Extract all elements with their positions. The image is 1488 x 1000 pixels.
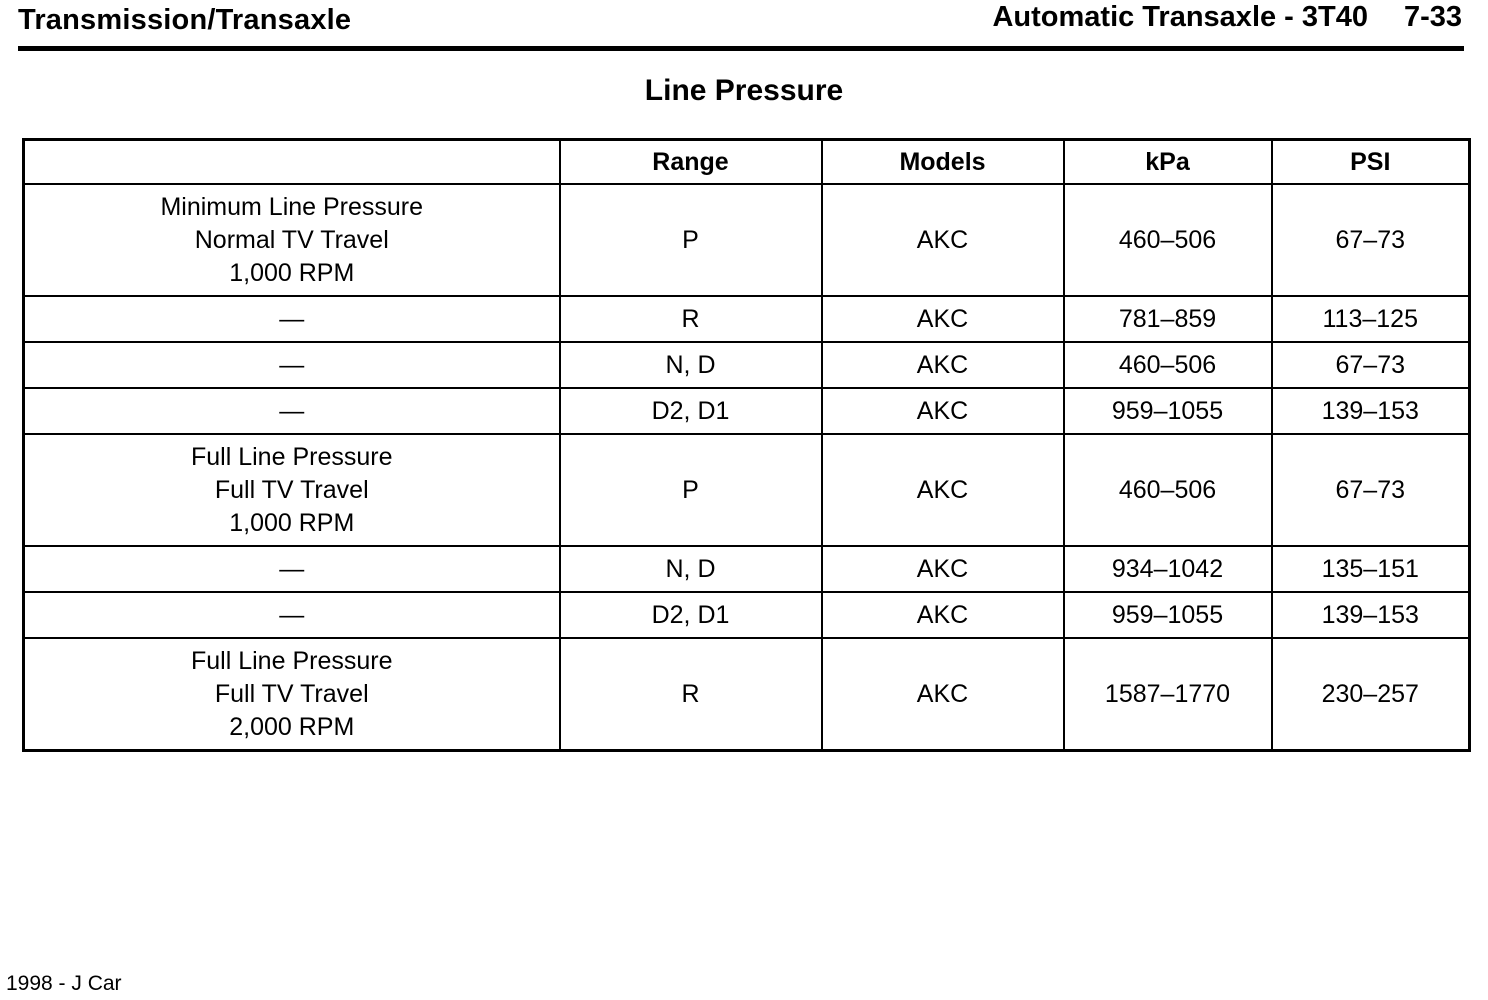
kpa-cell: 781–859 <box>1064 296 1272 342</box>
condition-line: Full TV Travel <box>214 475 369 504</box>
page-number: 7-33 <box>1403 1 1462 33</box>
column-header-psi: PSI <box>1272 140 1470 185</box>
kpa-cell: 460–506 <box>1064 184 1272 296</box>
models-cell: AKC <box>822 296 1064 342</box>
header-rule <box>18 46 1464 51</box>
footer-text: 1998 - J Car <box>6 972 122 995</box>
condition-cell: — <box>24 342 560 388</box>
range-cell: R <box>560 296 822 342</box>
models-cell: AKC <box>822 388 1064 434</box>
range-cell: N, D <box>560 546 822 592</box>
models-cell: AKC <box>822 546 1064 592</box>
models-cell: AKC <box>822 592 1064 638</box>
kpa-cell: 959–1055 <box>1064 592 1272 638</box>
condition-line: Normal TV Travel <box>194 225 389 254</box>
condition-line: 1,000 RPM <box>229 508 355 537</box>
psi-cell: 113–125 <box>1272 296 1470 342</box>
psi-cell: 67–73 <box>1272 184 1470 296</box>
table-row <box>24 184 1470 296</box>
table-row <box>24 434 1470 546</box>
condition-cell: — <box>24 546 560 592</box>
condition-cell: — <box>24 296 560 342</box>
kpa-cell: 460–506 <box>1064 434 1272 546</box>
condition-line: Full Line Pressure <box>191 646 393 675</box>
condition-cell: — <box>24 592 560 638</box>
table-row <box>24 388 1470 434</box>
psi-cell: 230–257 <box>1272 638 1470 751</box>
models-cell: AKC <box>822 184 1064 296</box>
kpa-cell: 1587–1770 <box>1064 638 1272 751</box>
kpa-cell: 460–506 <box>1064 342 1272 388</box>
psi-cell: 67–73 <box>1272 434 1470 546</box>
kpa-cell: 934–1042 <box>1064 546 1272 592</box>
psi-cell: 139–153 <box>1272 592 1470 638</box>
condition-cell <box>24 638 560 751</box>
kpa-cell: 959–1055 <box>1064 388 1272 434</box>
range-cell: D2, D1 <box>560 592 822 638</box>
table-row <box>24 342 1470 388</box>
range-cell: P <box>560 184 822 296</box>
psi-cell: 139–153 <box>1272 388 1470 434</box>
page-title: Line Pressure <box>644 74 844 107</box>
condition-cell <box>24 184 560 296</box>
table-row <box>24 638 1470 751</box>
condition-line: 2,000 RPM <box>229 712 355 741</box>
psi-cell: 135–151 <box>1272 546 1470 592</box>
table-row <box>24 592 1470 638</box>
range-cell: R <box>560 638 822 751</box>
column-header-models: Models <box>822 140 1064 185</box>
range-cell: P <box>560 434 822 546</box>
psi-cell: 67–73 <box>1272 342 1470 388</box>
models-cell: AKC <box>822 638 1064 751</box>
models-cell: AKC <box>822 342 1064 388</box>
range-cell: D2, D1 <box>560 388 822 434</box>
column-header-kpa: kPa <box>1064 140 1272 185</box>
table-header-row <box>24 140 1470 185</box>
section-title: Transmission/Transaxle <box>18 4 352 36</box>
condition-cell: — <box>24 388 560 434</box>
condition-line: 1,000 RPM <box>229 258 355 287</box>
column-header-condition <box>24 140 560 185</box>
models-cell: AKC <box>822 434 1064 546</box>
condition-line: Full Line Pressure <box>191 442 393 471</box>
condition-cell <box>24 434 560 546</box>
range-cell: N, D <box>560 342 822 388</box>
subject-title: Automatic Transaxle - 3T40 <box>992 1 1368 33</box>
line-pressure-table <box>22 138 1471 752</box>
condition-line: Full TV Travel <box>214 679 369 708</box>
table-row <box>24 296 1470 342</box>
condition-line: Minimum Line Pressure <box>160 192 424 221</box>
column-header-range: Range <box>560 140 822 185</box>
table-row <box>24 546 1470 592</box>
